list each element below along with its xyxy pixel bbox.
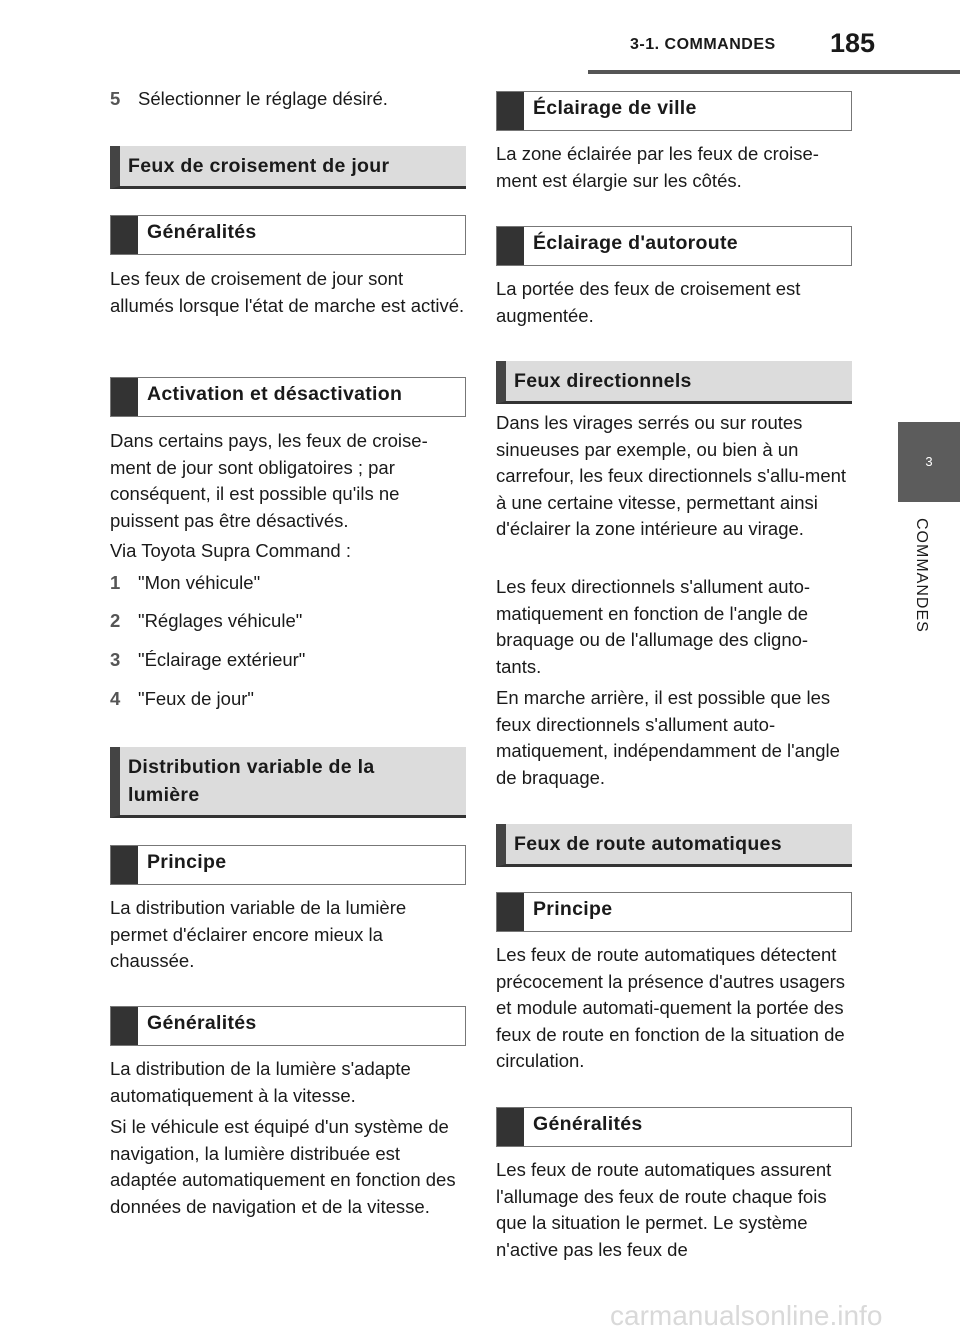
subheading-text: Éclairage de ville	[533, 97, 697, 119]
subheading-eclairage-ville	[496, 91, 852, 131]
heading-marker	[111, 846, 138, 884]
step-number: 2	[110, 610, 121, 631]
chapter-side-label: COMMANDES	[913, 518, 930, 633]
page-number: 185	[830, 28, 876, 58]
heading-marker	[497, 1108, 524, 1146]
heading-marker	[497, 227, 524, 265]
paragraph-activation: Dans certains pays, les feux de croise-ment de jour sont obligatoires ; par conséquent, il est possible qu'ils ne puissent pas être désactivés.	[110, 430, 428, 531]
heading-feux-directionnels: Feux directionnels	[496, 361, 852, 404]
subheading-principe-1	[110, 845, 466, 885]
step-text: Sélectionner le réglage désiré.	[138, 88, 388, 109]
paragraph-generalites-3: Les feux de route automatiques assurent l'allumage des feux de route chaque fois que la situation le permet. Le système n'active pas les feux de	[496, 1159, 832, 1260]
paragraph-generalites-1: Les feux de croisement de jour sont allumés lorsque l'état de marche est activé.	[110, 268, 465, 316]
step-2	[110, 608, 302, 634]
step-number: 5	[110, 88, 121, 109]
paragraph-generalites-2b: Si le véhicule est équipé d'un système de navigation, la lumière distribuée est adaptée automatiquement en fonction des données de navigation et de la vitesse.	[110, 1116, 456, 1217]
heading-distribution-variable	[110, 747, 466, 818]
step-text: "Feux de jour"	[138, 688, 254, 709]
heading-feux-croisement-jour: Feux de croisement de jour	[110, 146, 466, 189]
heading-marker	[111, 1007, 138, 1045]
subheading-text: Éclairage d'autoroute	[533, 232, 738, 254]
step-4	[110, 686, 254, 712]
subheading-eclairage-autoroute	[496, 226, 852, 266]
step-text: "Éclairage extérieur"	[138, 649, 306, 670]
step-number: 1	[110, 572, 121, 593]
chapter-tab: 3	[898, 422, 960, 502]
subheading-text: Généralités	[147, 221, 257, 243]
step-1	[110, 570, 260, 596]
subheading-generalites-2	[110, 1006, 466, 1046]
subheading-text: Principe	[147, 851, 227, 873]
paragraph-eclairage-ville: La zone éclairée par les feux de croise-ment est élargie sur les côtés.	[496, 143, 819, 191]
heading-marker	[497, 92, 524, 130]
heading-feux-route-automatiques: Feux de route automatiques	[496, 824, 852, 867]
paragraph-directionnels-3: En marche arrière, il est possible que les feux directionnels s'allument auto-matiquement, indépendamment de l'angle de braquage.	[496, 687, 840, 788]
subheading-text: Généralités	[533, 1113, 643, 1135]
paragraph-principe-2: Les feux de route automatiques détectent précocement la présence d'autres usagers et module automati-quement la portée des feux de route en fonction de la situation de circulation.	[496, 944, 846, 1071]
page-header	[0, 0, 960, 76]
heading-marker	[111, 216, 138, 254]
paragraph-via: Via Toyota Supra Command :	[110, 540, 351, 561]
paragraph-principe-1: La distribution variable de la lumière permet d'éclairer encore mieux la chaussée.	[110, 897, 407, 971]
watermark: carmanualsonline.info	[610, 1300, 883, 1331]
section-title: 3-1. COMMANDES	[630, 36, 776, 53]
heading-line-2: lumière	[128, 784, 200, 806]
header-rule	[588, 70, 960, 74]
subheading-generalites-1	[110, 215, 466, 255]
subheading-text: Généralités	[147, 1012, 257, 1034]
step-5	[110, 86, 388, 112]
heading-marker	[111, 378, 138, 416]
paragraph-directionnels-1: Dans les virages serrés ou sur routes sinueuses par exemple, ou bien à un carrefour, les feux directionnels s'allu-ment à une certaine vitesse, permettant ainsi d'éclairer la zone intérieure au virage.	[496, 412, 847, 539]
step-3	[110, 647, 305, 673]
step-text: "Mon véhicule"	[138, 572, 261, 593]
paragraph-generalites-2a: La distribution de la lumière s'adapte automatiquement à la vitesse.	[110, 1058, 411, 1106]
subheading-text: Activation et désactivation	[147, 383, 403, 405]
subheading-activation	[110, 377, 466, 417]
heading-marker	[497, 893, 524, 931]
subheading-generalites-3	[496, 1107, 852, 1147]
step-number: 3	[110, 649, 121, 670]
paragraph-eclairage-autoroute: La portée des feux de croisement est augmentée.	[496, 278, 801, 326]
step-number: 4	[110, 688, 121, 709]
heading-line-1: Distribution variable de la	[128, 756, 375, 778]
subheading-principe-2	[496, 892, 852, 932]
step-text: "Réglages véhicule"	[138, 610, 303, 631]
paragraph-directionnels-2: Les feux directionnels s'allument auto-matiquement en fonction de l'angle de braquage ou de l'allumage des cligno-tants.	[496, 576, 811, 677]
subheading-text: Principe	[533, 898, 613, 920]
